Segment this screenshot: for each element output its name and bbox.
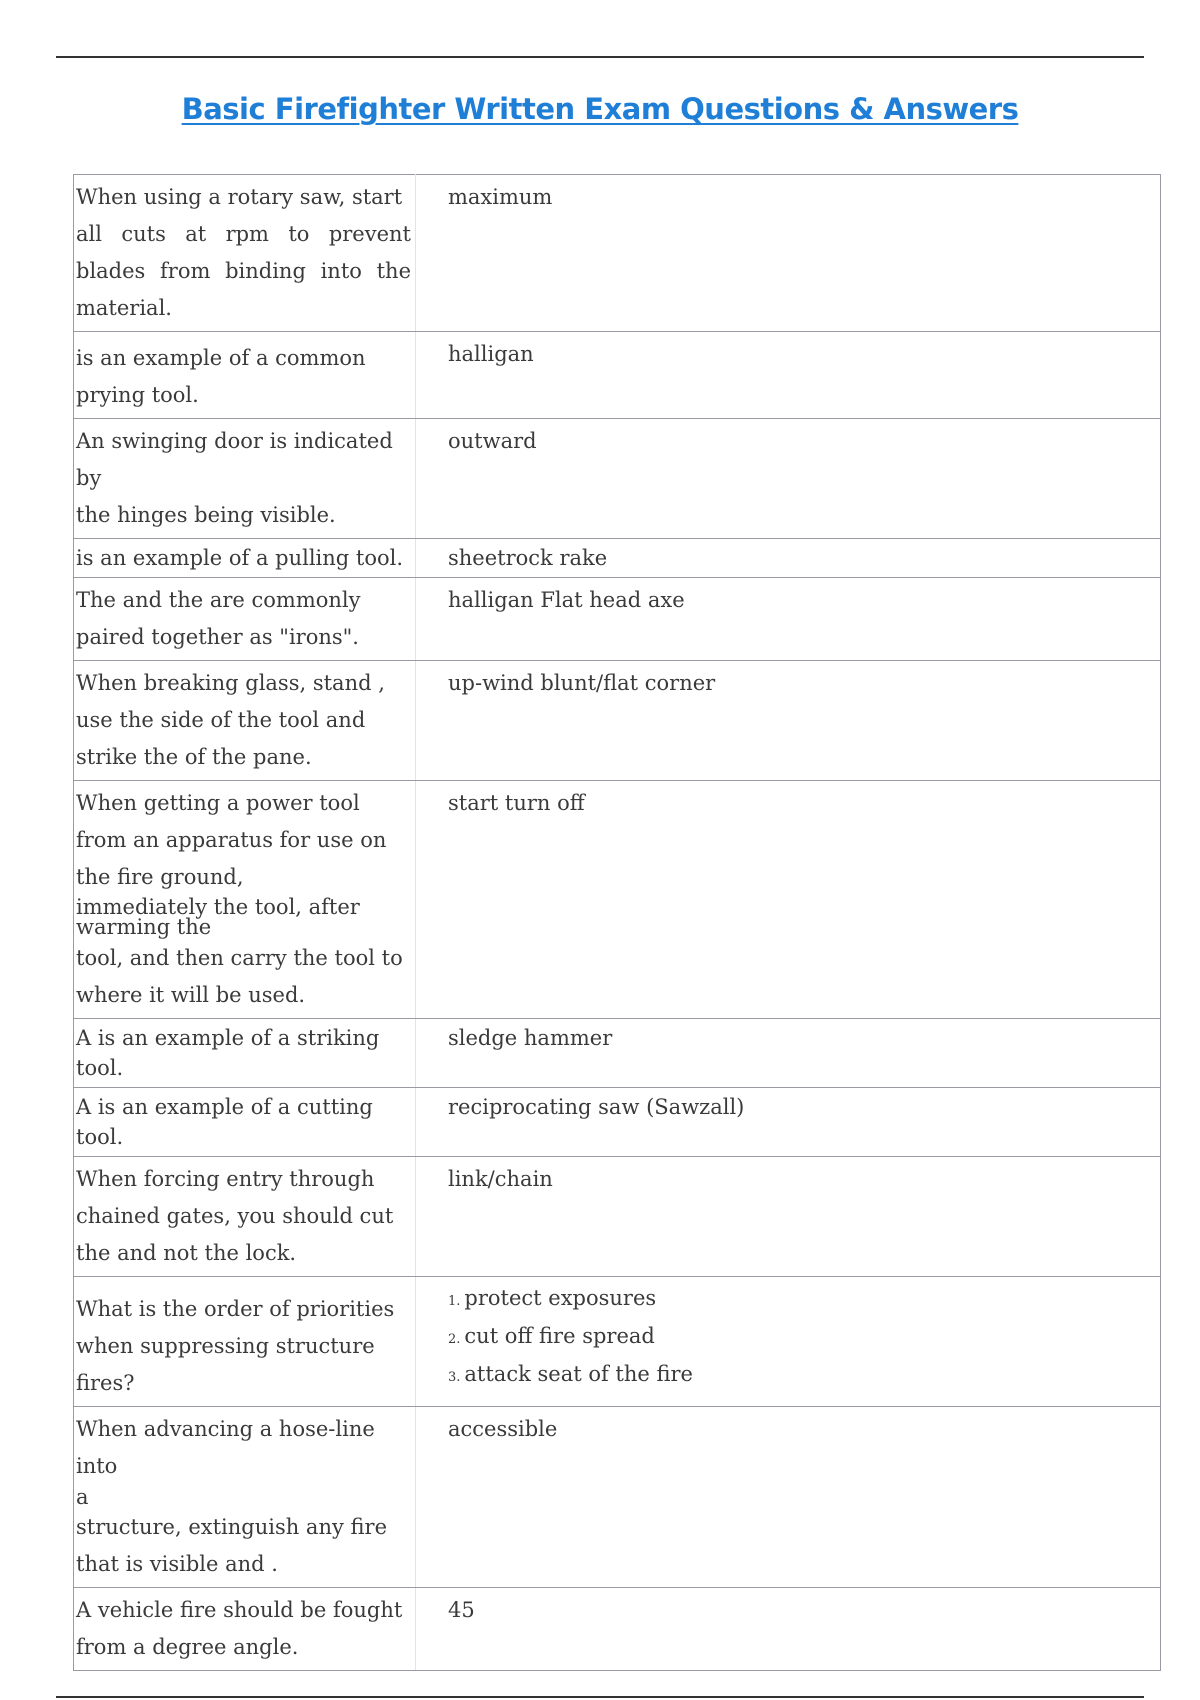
table-row: [74, 661, 1161, 781]
question-line: When getting a power tool: [76, 791, 360, 815]
question-line: the fire ground,: [76, 865, 244, 889]
answer-cell: [416, 578, 1161, 661]
list-text: cut off fire spread: [464, 1324, 655, 1348]
list-item: [448, 1319, 1150, 1357]
question-line: What is the order of priorities: [76, 1297, 395, 1321]
question-line: that is visible and .: [76, 1552, 278, 1576]
answer-text: halligan Flat head axe: [448, 588, 685, 612]
question-line: warming the: [76, 915, 212, 939]
answer-cell: [416, 175, 1161, 332]
question-line: use the side of the tool and: [76, 708, 366, 732]
answer-cell: [416, 661, 1161, 781]
question-line: from a degree angle.: [76, 1635, 299, 1659]
table-row: [74, 1019, 1161, 1088]
question-line: a: [76, 1485, 89, 1509]
top-rule: [56, 56, 1144, 58]
question-line: A is an example of a cutting tool.: [76, 1095, 373, 1149]
list-number: 1.: [448, 1294, 461, 1309]
question-line: strike the of the pane.: [76, 745, 312, 769]
answer-cell: [416, 1157, 1161, 1277]
question-line: tool, and then carry the tool to: [76, 946, 403, 970]
question-cell: [74, 539, 416, 578]
question-line: where it will be used.: [76, 983, 306, 1007]
priority-list: [448, 1281, 1150, 1395]
answer-cell: [416, 1407, 1161, 1588]
answer-cell: [416, 1019, 1161, 1088]
table-row: [74, 578, 1161, 661]
question-line: When using a rotary saw, start: [76, 185, 403, 209]
list-text: attack seat of the fire: [464, 1362, 693, 1386]
question-line: the hinges being visible.: [76, 503, 336, 527]
question-line: A vehicle fire should be fought: [76, 1598, 403, 1622]
question-cell: [74, 1588, 416, 1671]
question-line: The and the are commonly: [76, 588, 361, 612]
answer-text: 45: [448, 1598, 475, 1622]
page-title-text: Basic Firefighter Written Exam Questions & Answers: [181, 92, 1019, 126]
list-item: [448, 1357, 1150, 1395]
table-row: [74, 1088, 1161, 1157]
question-line: from an apparatus for use on: [76, 828, 387, 852]
question-line: chained gates, you should cut: [76, 1204, 394, 1228]
answer-text: sheetrock rake: [448, 546, 608, 570]
question-cell: [74, 661, 416, 781]
bottom-rule: [56, 1696, 1144, 1698]
question-line: all cuts at rpm to prevent: [76, 222, 411, 246]
question-line: blades from binding into the: [76, 259, 411, 283]
table-row: [74, 1277, 1161, 1407]
list-text: protect exposures: [464, 1286, 657, 1310]
answer-text: halligan: [448, 342, 534, 366]
question-line: A is an example of a striking tool.: [76, 1026, 380, 1080]
table-row: [74, 419, 1161, 539]
list-item: [448, 1281, 1150, 1319]
question-line: is an example of a common: [76, 346, 366, 370]
answer-text: maximum: [448, 185, 553, 209]
answer-text: sledge hammer: [448, 1026, 613, 1050]
answer-cell: [416, 419, 1161, 539]
table-row: [74, 781, 1161, 1019]
question-line: when suppressing structure: [76, 1334, 375, 1358]
table-row: [74, 539, 1161, 578]
question-cell: [74, 1088, 416, 1157]
answer-text: accessible: [448, 1417, 558, 1441]
question-line: immediately the tool, after: [76, 895, 360, 919]
question-line: fires?: [76, 1371, 135, 1395]
qa-table: [73, 174, 1161, 1671]
answer-text: start turn off: [448, 791, 585, 815]
question-line: When advancing a hose-line into: [76, 1417, 375, 1478]
table-row: [74, 1407, 1161, 1588]
question-cell: [74, 578, 416, 661]
question-cell: [74, 332, 416, 419]
table-row: [74, 1157, 1161, 1277]
answer-text: link/chain: [448, 1167, 553, 1191]
question-cell: [74, 1019, 416, 1088]
question-line: structure, extinguish any fire: [76, 1515, 387, 1539]
answer-cell: [416, 781, 1161, 1019]
list-number: 3.: [448, 1370, 461, 1385]
question-cell: [74, 1157, 416, 1277]
question-line: is an example of a pulling tool.: [76, 546, 404, 570]
answer-text: up-wind blunt/flat corner: [448, 671, 716, 695]
question-line: When forcing entry through: [76, 1167, 375, 1191]
question-cell: [74, 781, 416, 1019]
answer-cell: [416, 1277, 1161, 1407]
answer-cell: [416, 1588, 1161, 1671]
table-row: [74, 332, 1161, 419]
question-line: paired together as "irons".: [76, 625, 359, 649]
answer-cell: [416, 539, 1161, 578]
question-cell: [74, 419, 416, 539]
answer-cell: [416, 1088, 1161, 1157]
question-line: material.: [76, 296, 172, 320]
answer-text: reciprocating saw (Sawzall): [448, 1095, 745, 1119]
question-cell: [74, 1277, 416, 1407]
page-title: [0, 92, 1200, 126]
question-cell: [74, 1407, 416, 1588]
question-line: When breaking glass, stand ,: [76, 671, 385, 695]
list-number: 2.: [448, 1332, 461, 1347]
question-cell: [74, 175, 416, 332]
question-line: the and not the lock.: [76, 1241, 297, 1265]
answer-cell: [416, 332, 1161, 419]
answer-text: outward: [448, 429, 537, 453]
question-line: An swinging door is indicated by: [76, 429, 393, 490]
table-row: [74, 175, 1161, 332]
question-line: prying tool.: [76, 383, 199, 407]
table-row: [74, 1588, 1161, 1671]
